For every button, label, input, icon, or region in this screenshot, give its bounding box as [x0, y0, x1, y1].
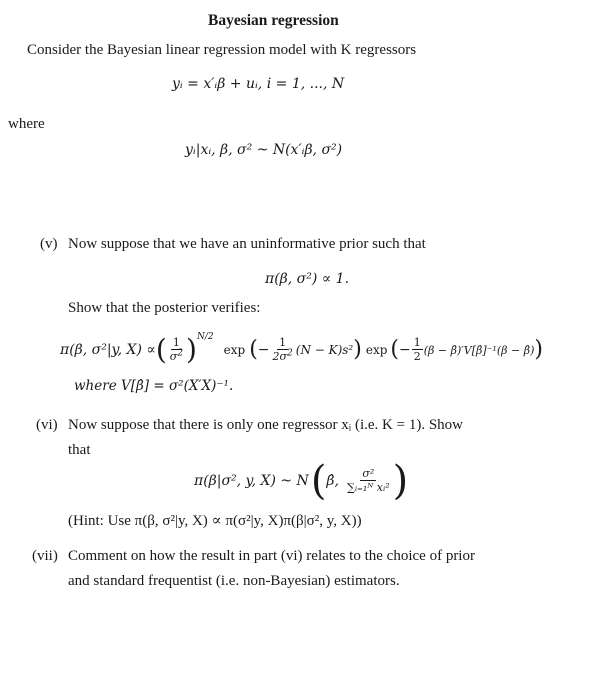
- exp1-body: (N − K)s²: [295, 343, 354, 357]
- variance-denominator: ∑ᵢ₌₁ᴺ xᵢ²: [346, 481, 390, 494]
- page-title: Bayesian regression: [208, 12, 339, 29]
- variance-numerator: σ²: [362, 467, 375, 480]
- model-equation: yᵢ = x′ᵢβ + uᵢ, i = 1, ..., N: [172, 76, 345, 92]
- part-vii-text-1: Comment on how the result in part (vi) relates to the choice of prior: [68, 548, 475, 564]
- conditional-lhs: π(β|σ², y, X) ~ N: [194, 473, 309, 489]
- exp-label-1: exp: [223, 343, 246, 357]
- where-label: where: [8, 116, 45, 132]
- posterior-variance: [345, 468, 392, 494]
- part-vii-text-2: and standard frequentist (i.e. non-Bayesian) estimators.: [68, 573, 400, 589]
- part-vii-label: (vii): [32, 548, 58, 564]
- part-vi-text-2: that: [68, 442, 91, 458]
- show-text: Show that the posterior verifies:: [68, 300, 261, 316]
- posterior-lhs: π(β, σ²|y, X) ∝: [60, 342, 156, 358]
- exp2-body: (β − β̂)′V[β̂]⁻¹(β − β̂): [423, 343, 535, 357]
- posterior-equation: π(β, σ²|y, X) ∝ ( $\frac{1}{\sigma^2}$ ) N/2 exp ( − $\frac{1}{2\sigma^2}$ (N − K)s² ) exp ( − $\frac{1}{2}$ (β − β̂)′V[β̂]⁻¹(β − β̂) ): [60, 332, 543, 366]
- fraction-one-over-2sigma2: $\frac{1}{2\sigma^2}$: [272, 336, 293, 363]
- variance-definition: where V[β̂] = σ²(X′X)⁻¹.: [74, 378, 234, 394]
- prior-equation: π(β, σ²) ∝ 1.: [265, 271, 350, 287]
- part-vi-label: (vi): [36, 417, 58, 433]
- intro-text: Consider the Bayesian linear regression model with K regressors: [27, 42, 417, 58]
- exp-label-2: exp: [365, 343, 388, 357]
- hint-text: (Hint: Use π(β, σ²|y, X) ∝ π(σ²|y, X)π(β|σ², y, X)): [68, 513, 362, 529]
- part-v-text: Now suppose that we have an uninformative prior such that: [68, 236, 426, 252]
- distribution-equation: yᵢ|xᵢ, β, σ² ~ N(x′ᵢβ, σ²): [185, 142, 343, 158]
- part-vi-text-1: Now suppose that there is only one regressor xᵢ (i.e. K = 1). Show: [68, 417, 464, 433]
- fraction-one-over-sigma2: $\frac{1}{\sigma^2}$: [169, 336, 184, 363]
- part-v-label: (v): [40, 236, 58, 252]
- fraction-one-half: $\frac{1}{2}$: [413, 336, 421, 363]
- conditional-posterior-equation: π(β|σ², y, X) ~ N ( β̂, $\frac{\text{σ²}}{\text{∑ᵢ₌₁ᴺ xᵢ²}}$ ): [194, 458, 409, 504]
- posterior-mean: β̂,: [326, 473, 339, 489]
